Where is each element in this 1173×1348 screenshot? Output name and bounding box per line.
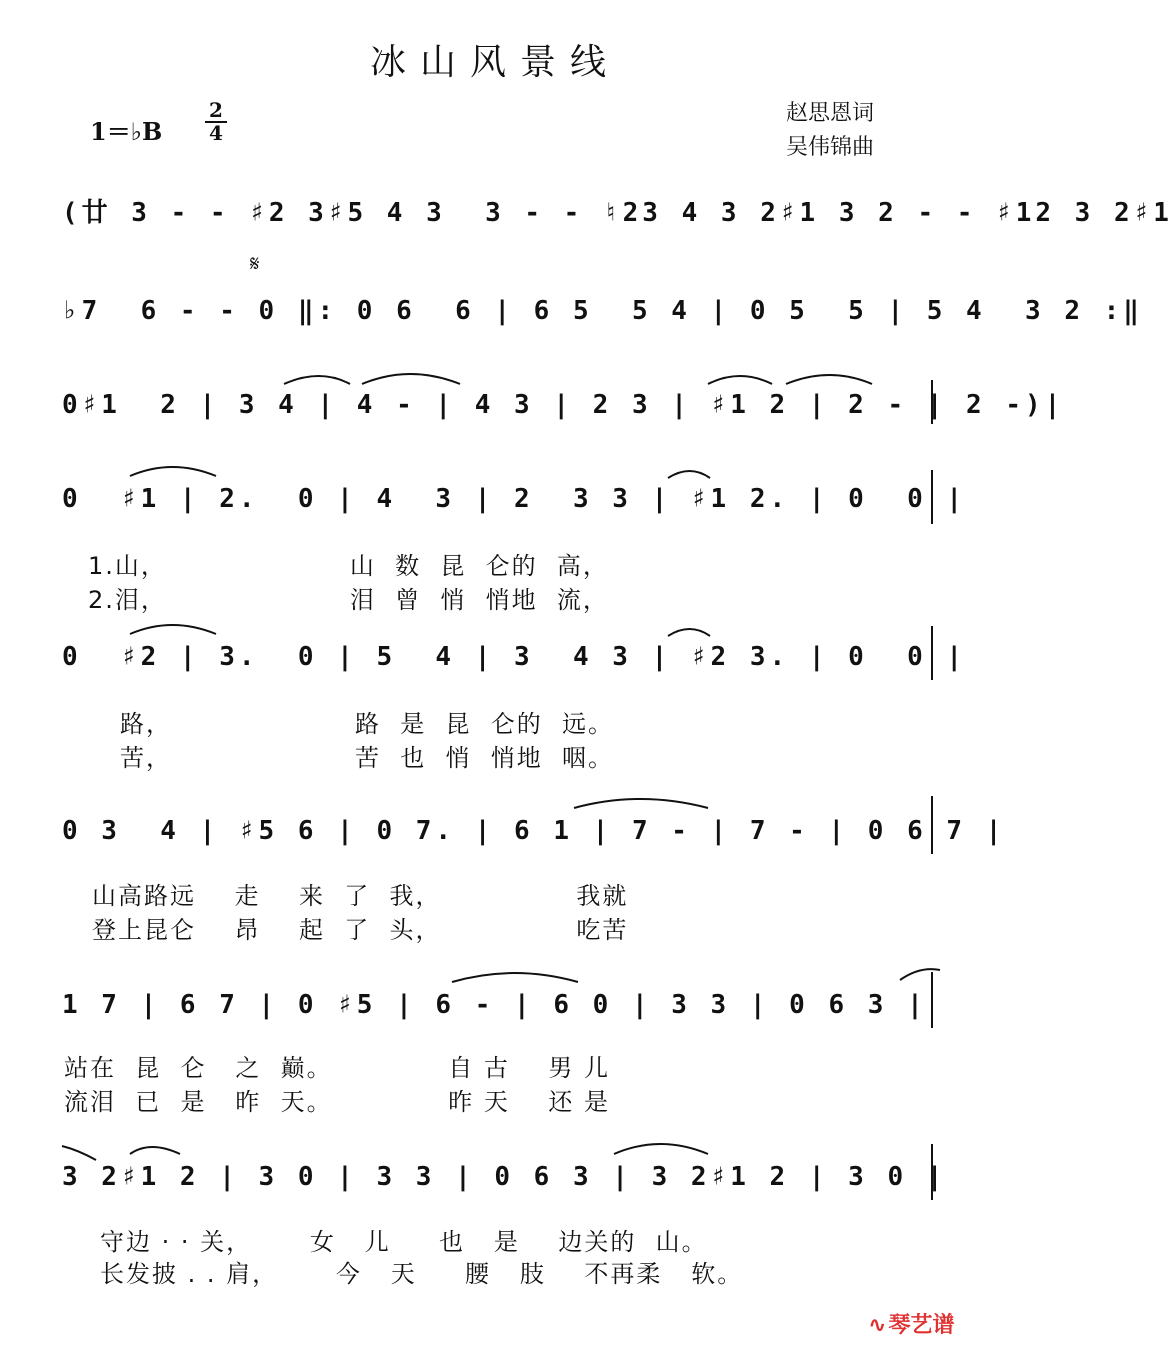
slur (708, 376, 772, 384)
slur (786, 375, 872, 384)
notation-row-3: 0♯1 2 | 3 4 | 4 - | 4 3 | 2 3 | ♯1 2 | 2 - | 2 -)| (62, 390, 1065, 420)
meter-top: 2 (209, 98, 223, 122)
slur (574, 799, 708, 808)
lyric-verse1-line: 守边 · · 关， 女 儿 也 是 边关的 山。 (100, 1228, 708, 1256)
lyric-verse2-line: 长发披 . . 肩， 今 天 腰 肢 不再柔 软。 (100, 1260, 744, 1288)
song-title: 冰山风景线 (369, 42, 620, 83)
lyricist-credit: 赵思恩词 (786, 101, 875, 126)
watermark (868, 1308, 954, 1339)
lyric-verse1-line: 山高路远 走 来 了 我， 我就 (92, 882, 629, 910)
slur (62, 1146, 96, 1160)
lyric-verse1-line: 站在 昆 仑 之 巅。 自 古 男 儿 (64, 1054, 610, 1082)
slur (284, 376, 350, 384)
notation-row-6: 0 3 4 | ♯5 6 | 0 7. | 6 1 | 7 - | 7 - | 0 6 7 | (62, 816, 1006, 846)
slur (362, 374, 460, 384)
meter-bottom: 4 (205, 121, 227, 144)
slur (614, 1144, 708, 1154)
slur (130, 1147, 180, 1154)
notation-row-4: 0 ♯1 | 2. 0 | 4 3 | 2 3 3 | ♯1 2. | 0 0 | (62, 484, 967, 514)
segno-mark: 𝄋 (250, 252, 260, 277)
slur (668, 629, 710, 636)
slur (668, 471, 710, 478)
notation-row-8: 3 2♯1 2 | 3 0 | 3 3 | 0 6 3 | 3 2♯1 2 | 3 0 | (62, 1162, 947, 1192)
notation-row-5: 0 ♯2 | 3. 0 | 5 4 | 3 4 3 | ♯2 3. | 0 0 | (62, 642, 967, 672)
watermark-text: 琴艺谱 (888, 1313, 955, 1338)
lyric-verse1-line: 1.山， 山 数 昆 仑的 高， (88, 552, 609, 580)
slur (900, 969, 940, 980)
notation-row-7: 1 7 | 6 7 | 0 ♯5 | 6 - | 6 0 | 3 3 | 0 6 3 | (62, 990, 927, 1020)
watermark-logo-icon: ∿ (868, 1313, 887, 1338)
lyric-verse2-line: 2.泪， 泪 曾 悄 悄地 流， (88, 586, 609, 614)
notation-row-2: ♭7 6 - - 0 ‖: 0 6 6 | 6 5 5 4 | 0 5 5 | 5 4 3 2 :‖ (62, 296, 1143, 326)
notation-row-1: (廿 3 - - ♯2 3♯5 4 3 3 - - ♮23 4 3 2♯1 3 2 - - ♯12 3 2♯1 (62, 198, 1173, 228)
lyric-verse1-line: 路， 路 是 昆 仑的 远。 (120, 710, 614, 738)
composer-credit: 吴伟锦曲 (786, 135, 875, 160)
lyric-verse2-line: 登上昆仑 昂 起 了 头， 吃苦 (92, 916, 629, 944)
key-signature: 1＝♭B (90, 117, 163, 146)
slur (130, 467, 216, 476)
slur (452, 973, 578, 982)
slur (130, 625, 216, 634)
lyric-verse2-line: 苦， 苦 也 悄 悄地 咽。 (120, 744, 614, 772)
lyric-verse2-line: 流泪 已 是 昨 天。 昨 天 还 是 (64, 1088, 610, 1116)
